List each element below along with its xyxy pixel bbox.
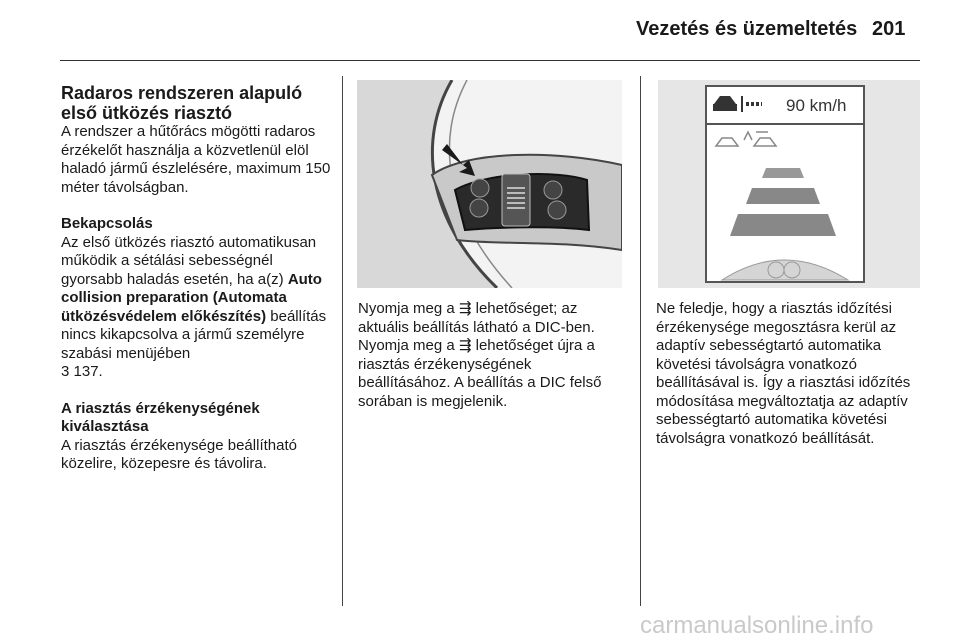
- setting-name: Auto collision preparation (Automata ütközésvédelem előkészítés): [61, 270, 322, 325]
- sensitivity-instructions: Nyomja meg a ⇶ lehetőséget; az aktuális beállítás látható a DIC-ben. Nyomja meg a ⇶ lehetőséget újra a riasztás érzékenységének beállításához. A beállítás a DIC felső sorában is megjelenik.: [358, 300, 602, 410]
- column-1: [61, 83, 331, 474]
- watermark: carmanualsonline.info: [640, 612, 874, 639]
- subheading-activation: Bekapcsolás: [61, 215, 153, 232]
- column-3: [656, 300, 926, 448]
- running-header-title: Vezetés és üzemeltetés: [636, 18, 858, 40]
- page-reference: 3 137.: [61, 363, 103, 380]
- column-divider-1: [342, 76, 343, 606]
- dic-speed-readout: 90 km/h: [786, 96, 847, 115]
- page-number: 201: [872, 18, 906, 40]
- shared-sensitivity-note: Ne feledje, hogy a riasztás időzítési érzékenysége megosztásra kerül az adaptív sebességtartó automatika követési távolságra vonatkozó beállításával is. Így a riasztási időzítés módosítása megváltoztatja az adaptív sebességtartó automatika követési távolságra vonatkozó beállítását.: [656, 300, 911, 447]
- subheading-sensitivity: A riasztás érzékenységének kiválasztása: [61, 399, 260, 435]
- column-2: [358, 300, 628, 411]
- dic-display-illustration: [658, 80, 920, 288]
- header-rule: [60, 60, 920, 61]
- steering-wheel-illustration: [357, 80, 622, 288]
- section-heading: Radaros rendszeren alapuló első ütközés riasztó: [61, 83, 303, 123]
- intro-paragraph: A rendszer a hűtőrács mögötti radaros érzékelőt használja a közvetlenül elöl haladó jármű észlelésére, maximum 150 méter távolságban.: [61, 123, 331, 196]
- sensitivity-paragraph: A riasztás érzékenysége beállítható közelire, közepesre és távolira.: [61, 436, 297, 472]
- activation-paragraph: Az első ütközés riasztó automatikusan működik a sétálási sebességnél gyorsabb haladás esetén, ha a(z) Auto collision preparation (Automata ütközésvédelem előkészítés) beállítás nincs kikapcsolva a jármű személyre szabási menüjében: [61, 233, 327, 362]
- column-divider-2: [640, 76, 641, 606]
